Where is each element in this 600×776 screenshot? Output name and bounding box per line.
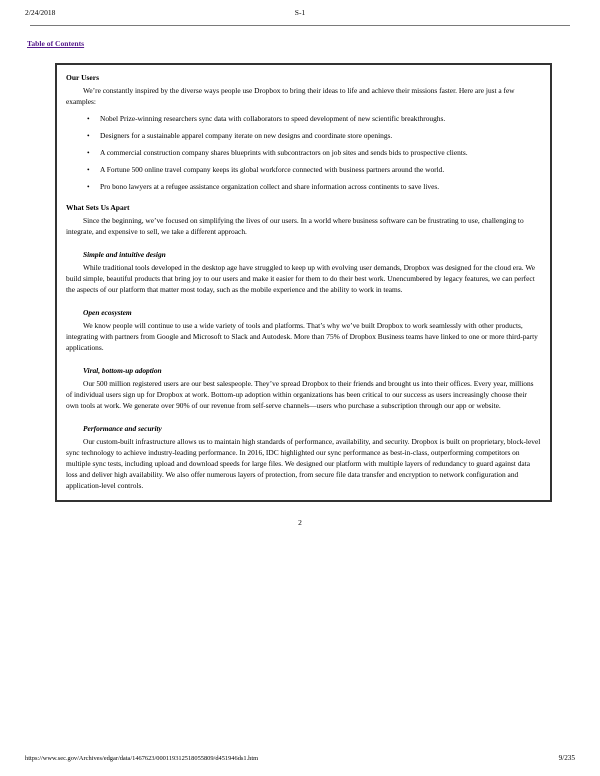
subsection-paragraph: Our custom-built infrastructure allows us to maintain high standards of performance, availability, and security. Dropbox is built on proprietary, block-level sync technology to achieve industry-leading performance. In 2016, IDC highlighted our sync performance as best-in-class, outperforming competitors on multiple sync tests, including upload and download speeds for large files. We designed our platform with multiple layers of redundancy to guard against data loss and deliver high availability. We also offer numerous layers of protection, from secure file data transfer and encryption to network configuration and application-level controls. — [66, 437, 541, 490]
section-heading-our-users: Our Users — [66, 73, 99, 82]
subsection-title: Viral, bottom-up adoption — [83, 366, 162, 375]
subsection-performance-security — [66, 423, 541, 491]
subsection-title: Open ecosystem — [83, 308, 132, 317]
document-type-label: S-1 — [294, 8, 306, 17]
list-item-text: Nobel Prize-winning researchers sync data with collaborators to speed development of new scientific breakthroughs. — [100, 114, 446, 123]
list-item — [66, 113, 541, 124]
footer-page-indicator: 9/235 — [558, 754, 575, 762]
print-date: 2/24/2018 — [25, 8, 56, 17]
section-heading-what-sets-us-apart: What Sets Us Apart — [66, 203, 130, 212]
subsection-title: Performance and security — [83, 424, 162, 433]
header-divider — [30, 25, 570, 26]
bullet-icon: • — [87, 114, 90, 123]
list-item-text: Designers for a sustainable apparel company iterate on new designs and coordinate store openings. — [100, 131, 393, 140]
bullet-icon: • — [87, 131, 90, 140]
list-item — [66, 147, 541, 158]
list-item — [66, 164, 541, 175]
content-box — [55, 63, 552, 502]
subsection-paragraph: While traditional tools developed in the desktop age have struggled to keep up with evolving user demands, Dropbox was designed for the cloud era. We build simple, beautiful products that bring joy to our users and make it easier for them to do their best work. Unencumbered by legacy features, we can perfect the aspects of our platform that matter most today, such as the mobile experience and the ability to work in teams. — [66, 263, 536, 294]
bullet-icon: • — [87, 148, 90, 157]
paragraph-our-users-intro: We’re constantly inspired by the diverse ways people use Dropbox to bring their ideas to life and achieve their missions faster. Here are just a few examples: — [66, 86, 515, 106]
page-number: 2 — [298, 518, 302, 527]
subsection-paragraph: We know people will continue to use a wide variety of tools and platforms. That’s why we’ve built Dropbox to work seamlessly with other products, integrating with partners from Google and Microsoft to Slack and Autodesk. More than 75% of Dropbox Business teams have linked to one or more third-party applications. — [66, 321, 538, 352]
print-header — [25, 8, 575, 20]
subsection-paragraph: Our 500 million registered users are our best salespeople. They’ve spread Dropbox to their friends and brought us into their offices. Every year, millions of individual users sign up for Dropbox at work. Bottom-up adoption within organizations has been critical to our success as users increasingly choose their own tools at work. We generate over 90% of our revenue from self-serve channels—users who purchase a subscription through our app or website. — [66, 379, 534, 410]
print-footer — [25, 754, 575, 762]
bullet-icon: • — [87, 182, 90, 191]
subsection-title: Simple and intuitive design — [83, 250, 166, 259]
bullet-list — [66, 113, 541, 192]
list-item-text: A commercial construction company shares blueprints with subcontractors on job sites and sends bids to prospective clients. — [100, 148, 468, 157]
subsection-viral-adoption — [66, 365, 541, 411]
paragraph-what-sets-us-apart-intro: Since the beginning, we’ve focused on simplifying the lives of our users. In a world where business software can be frustrating to use, challenging to integrate, and expensive to sell, we take a different approach. — [66, 216, 524, 236]
list-item-text: Pro bono lawyers at a refugee assistance organization collect and share information across continents to save lives. — [100, 182, 440, 191]
subsection-simple-design — [66, 249, 541, 295]
list-item-text: A Fortune 500 online travel company keeps its global workforce connected with business partners around the world. — [100, 165, 445, 174]
toc-link[interactable]: Table of Contents — [27, 39, 85, 48]
subsection-open-ecosystem — [66, 307, 541, 353]
bullet-icon: • — [87, 165, 90, 174]
list-item — [66, 181, 541, 192]
list-item — [66, 130, 541, 141]
footer-url: https://www.sec.gov/Archives/edgar/data/1467623/000119312518055809/d451946ds1.htm — [25, 755, 259, 762]
